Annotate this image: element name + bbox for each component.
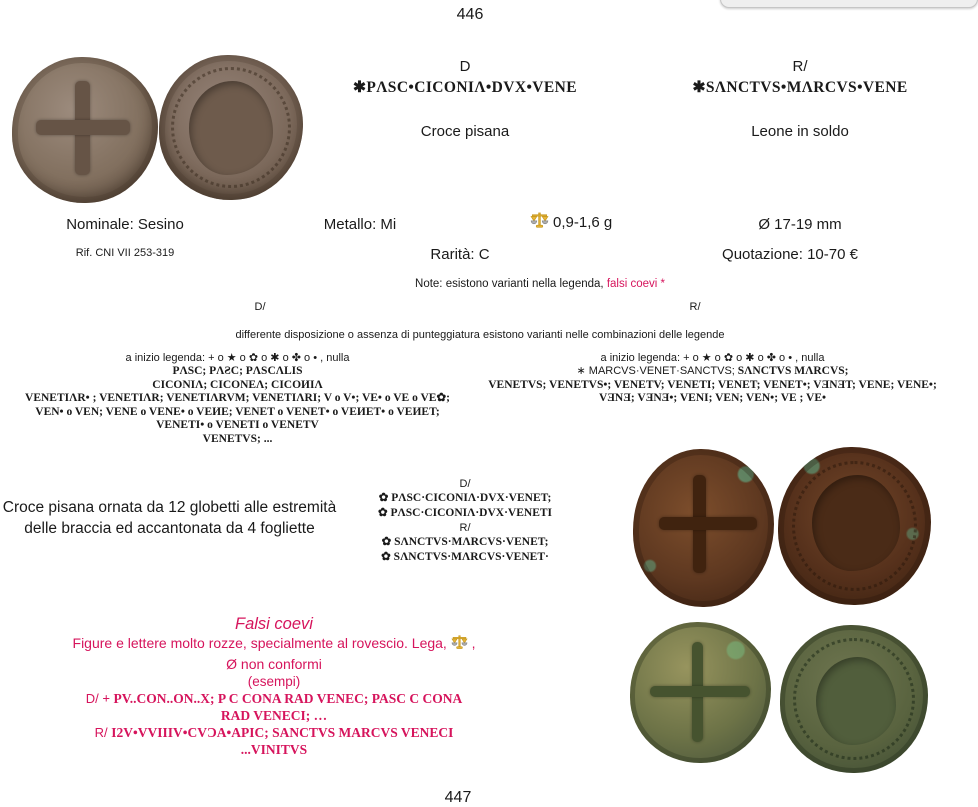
falsi-description: Figure e lettere molto rozze, specialmente al rovescio. Lega, ,: [0, 634, 548, 655]
reverse-label: R/: [792, 58, 808, 75]
reverse-variant-list: [470, 352, 955, 406]
reverse-legend: ✱SΛNCTVS•MΛRCVS•VENE: [692, 79, 908, 96]
page-number-top: 446: [456, 6, 484, 23]
variant-line: CICONIΛ; CICONEΛ; CICOИIΛ: [152, 378, 323, 391]
legend-item: ✿ PΛSC·CICONIΛ·DVX·VENETI: [377, 507, 553, 520]
reference: Rif. CNI VII 253-319: [75, 247, 175, 259]
diameter: Ø 17-19 mm: [758, 216, 842, 233]
obverse-legend: ✱PΛSC•CICONIΛ•DVX•VENE: [353, 79, 577, 96]
falsi-obverse-legend: D/ + PV..CON..ON..X; P C CONA RAD VENEC; PASC C CONA RAD VENECI; …: [85, 690, 463, 723]
falsi-title: Falsi coevi: [235, 615, 313, 633]
obverse-label: D: [459, 58, 471, 75]
variants-combo-note: differente disposizione o assenza di punteggiatura esistono varianti nelle combinazioni delle legende: [235, 329, 725, 341]
falsi-nonconform: Ø non conformi: [226, 656, 322, 673]
cross-motif: [36, 120, 130, 135]
obverse-description: Croce pisana: [420, 123, 510, 140]
variant-line: PΛSC; PΛƧC; PΛSCΛLIS: [172, 364, 303, 377]
metal: Metallo: Mi: [323, 216, 397, 233]
note-falsi-link[interactable]: falsi coevi *: [606, 278, 665, 290]
variant-line: VƎNƎ; VƎNƎ•; VENI; VEN; VEN•; VE ; VE•: [598, 392, 827, 405]
denomination: Nominale: Sesino: [66, 216, 184, 233]
coin-photo-reverse-silver: [159, 55, 303, 200]
list-obverse-label: D/: [459, 478, 471, 490]
falsi-scale-icon: [451, 634, 468, 655]
legend-item: ✿ SΛNCTVS·MΛRCVS·VENET·: [381, 551, 549, 564]
legend-item: ✿ SΛNCTVS·MΛRCVS·VENET;: [381, 536, 549, 549]
reverse-header: [650, 58, 950, 140]
lion-motif: [189, 81, 273, 175]
obverse-variants-intro: a inizio legenda: + o ★ o ✿ o ✱ o ✤ o • , nulla: [125, 352, 350, 364]
lion-motif: [812, 475, 900, 571]
page-number-bottom: 447: [444, 789, 472, 806]
weight: [530, 211, 612, 234]
variant-line: VENETVS; VENETVS•; VENETV; VENETI; VENET; VENET•; VƎNƎT; VENE; VENE•;: [488, 378, 937, 391]
legend-item: ✿ PΛSC·CICONIΛ·DVX·VENET;: [378, 492, 552, 505]
cross-motif: [659, 517, 757, 530]
coin-photo-copper-obverse: [633, 449, 774, 607]
obverse-variant-list: [10, 352, 465, 446]
type-description: Croce pisana ornata da 12 globetti alle estremità delle braccia ed accantonata da 4 fogliette: [2, 499, 337, 538]
variant-line: VENETI• o VENETI o VENETV: [156, 419, 319, 432]
weight-value: 0,9-1,6 g: [553, 214, 613, 231]
rarity: Rarità: C: [430, 246, 490, 263]
coin-photo-obverse-silver: [12, 57, 158, 203]
falsi-coevi-section: [0, 615, 548, 758]
variant-line: VENETVS; ...: [202, 432, 273, 445]
variant-line: VEN• o VEN; VENE o VENE• o VEИE; VENET o VENET• o VEИET• o VEИET;: [35, 405, 440, 418]
falsi-esempi: (esempi): [247, 674, 301, 690]
cross-motif: [650, 686, 750, 697]
coin-photo-copper-reverse: [778, 447, 931, 605]
coin-photo-patina-obverse: [630, 622, 771, 763]
obverse-header: [320, 58, 610, 140]
variant-line: VENETIΛR• ; VENETIΛR; VENETIΛRVM; VENETIΛRI; V o V•; VE• o VE o VE✿;: [25, 392, 450, 405]
weight-scale-icon: [530, 211, 549, 234]
valuation: Quotazione: 10-70 €: [722, 246, 858, 263]
falsi-reverse-legend: R/ I2V•VVIIIV•CVƆA•APIC; SANCTVS MARCVS VENECI ...VINITVS: [94, 724, 454, 757]
variants-obverse-label: D/: [254, 301, 266, 313]
variants-reverse-label: R/: [689, 301, 701, 313]
list-reverse-label: R/: [459, 522, 471, 535]
note-text: Note: esistono varianti nella legenda,: [415, 278, 607, 290]
approved-legend-list: [355, 477, 575, 565]
lion-motif: [816, 657, 896, 745]
reverse-variants-intro: a inizio legenda: + o ★ o ✿ o ✱ o ✤ o • , nulla: [600, 352, 825, 364]
variant-line: ∗ MARCVS·VENET·SANCTVS; SΛNCTVS MΛRCVS;: [576, 364, 849, 377]
reverse-description: Leone in soldo: [751, 123, 849, 140]
coin-photo-patina-reverse: [780, 625, 928, 773]
note-line: [230, 278, 850, 290]
